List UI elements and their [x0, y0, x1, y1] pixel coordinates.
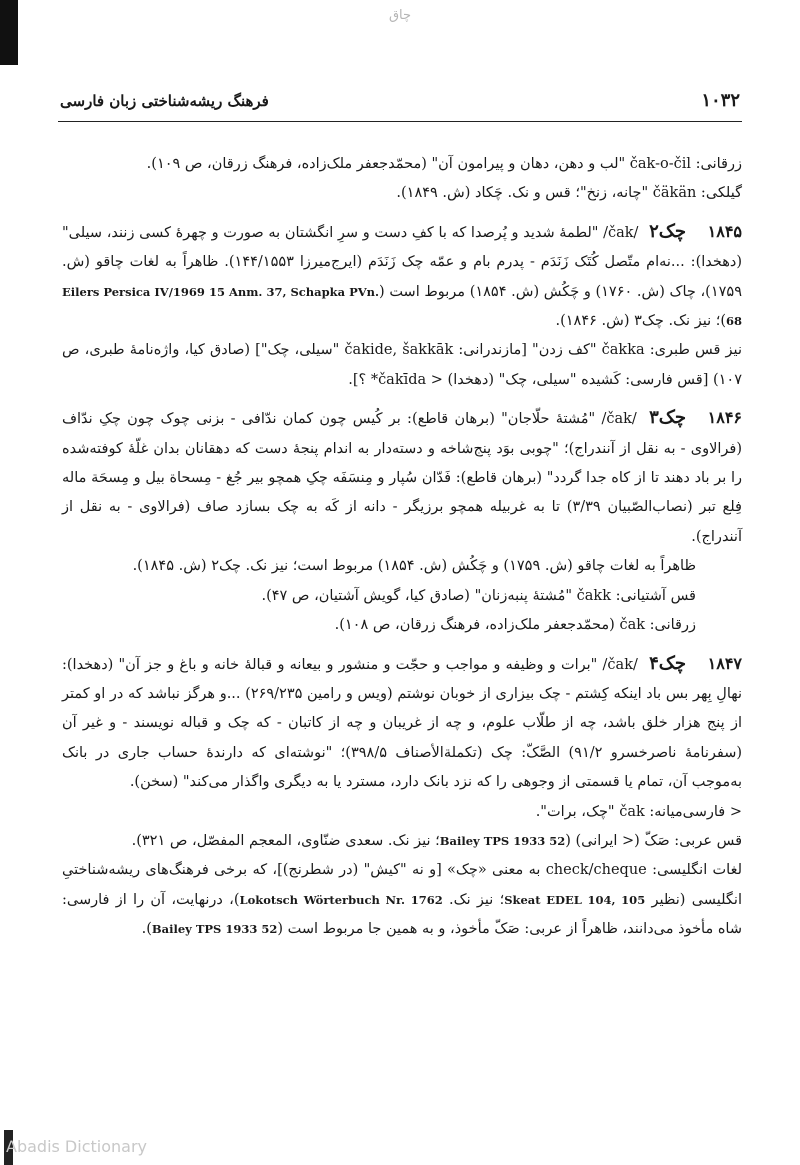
- entry-number: ۱۸۴۵: [707, 221, 742, 241]
- etymology-line: [62, 611, 742, 640]
- site-watermark: Abadis Dictionary: [6, 1137, 147, 1156]
- continuation-paragraph: [62, 150, 742, 209]
- definition-text: )؛ نیز نک. چک۳ (ش. ۱۸۴۶).: [555, 313, 726, 330]
- page-content: [62, 150, 742, 953]
- gloss-text: "لب و دهن، دهان و پیرامون آن" (محمّدجعفر ملک‌زاده، فرهنگ زرقان، ص ۱۰۹).: [146, 156, 630, 172]
- reference: Skeat EDEL 104, 105: [504, 892, 646, 907]
- definition-text: "لطمهٔ شدید و پُرصدا که با کفِ دست و سرِ انگشتان به صورت و چهرهٔ کسی زنند، سیلی" (دهخدا): ...نه‌ام متّصل کُتَک زَنَدَم - پدرم بام و عمّه چک زَنَدَم (ایرج‌میرزا ۱۴۴/۱۵۵۳). ظاهراً به لغات چاقو (ش. ۱۷۵۹)، چاک (ش. ۱۷۶۰) و چَکُش (ش. ۱۸۵۴) مربوط است (: [62, 224, 742, 300]
- reference: Bailey TPS 1933 52: [439, 833, 566, 848]
- note-text: به معنی «چک» [و نه "کیش" (در شطرنج)]، که برخی فرهنگ‌های ریشه‌شناختیِ انگلیسی (نظیر: [62, 862, 742, 908]
- headword: چک۴: [649, 652, 686, 674]
- note-text: قس عربی: صَکّ (< ایرانی) (: [565, 832, 742, 849]
- headword: چک۲: [649, 220, 686, 242]
- latin-form: čak: [619, 617, 646, 634]
- latin-form: čakka: [601, 342, 645, 359]
- latin-form: check/cheque: [545, 862, 647, 879]
- note-text: "چک، برات".: [535, 803, 620, 820]
- latin-form: čakk: [576, 587, 611, 604]
- entry-1846: [62, 403, 742, 640]
- entry-number: ۱۸۴۶: [707, 408, 742, 428]
- etymology-line: [62, 582, 742, 611]
- reference: Eilers Persica IV/1969 15 Anm. 37, Schapka PVn. 68: [62, 284, 742, 329]
- page-number: ۱۰۳۲: [701, 90, 740, 111]
- latin-form: čak: [619, 803, 645, 820]
- headword: چک۳: [649, 407, 686, 429]
- dialect-label: قس آشتیانی:: [611, 587, 696, 604]
- dialect-label: زرقانی:: [645, 617, 696, 634]
- note-text: ).: [141, 921, 152, 938]
- phonetic: /čak/: [597, 656, 644, 673]
- note-text: نیز قس طبری:: [644, 342, 742, 359]
- note-text: "سیلی، چک"] (صادق کیا، واژه‌نامهٔ طبری، ص ۱۰۷) [قس فارسی: کَشیده "سیلی، چک" (دهخدا) <: [62, 342, 742, 388]
- entry-1845: [62, 217, 742, 395]
- note-text: لغات انگلیسی:: [646, 862, 743, 879]
- phonetic: /čak/: [598, 224, 644, 241]
- note-text: (محمّدجعفر ملک‌زاده، فرهنگ زرقان، ص ۱۰۸).: [334, 617, 620, 634]
- note-text: )، درنهایت، آن را از فارسی: شاه مأخوذ می‌دانند، ظاهراً از عربی: صَکّ مأخوذ، و به همین جا مربوط است (: [62, 891, 742, 938]
- note-text: ؛ نیز نک. سعدی ضنّاوی، المعجم المفصّل، ص ۳۲۱).: [131, 832, 440, 849]
- note-text: < فارسی‌میانه:: [644, 803, 742, 820]
- note-text: ؟].: [348, 371, 371, 388]
- reference: Bailey TPS 1933 52: [151, 922, 278, 937]
- header-rule: [58, 121, 742, 122]
- gloss-text: "چانه، زنخ"؛ قس و نک. چَکاد (ش. ۱۸۴۹).: [396, 185, 653, 202]
- dialect-label: زرقانی:: [691, 156, 742, 172]
- note-text: ؛ نیز نک.: [442, 891, 505, 908]
- latin-form: čäkän: [652, 185, 697, 202]
- reference: Lokotsch Wörterbuch Nr. 1762: [239, 892, 443, 907]
- note-text: ظاهراً به لغات چاقو (ش. ۱۷۵۹) و چَکُش (ش. ۱۸۵۴) مربوط است؛ نیز نک. چک۲ (ش. ۱۸۴۵).: [132, 558, 696, 575]
- book-title: فرهنگ ریشه‌شناختی زبان فارسی: [60, 92, 269, 110]
- note-text: "مُشتهٔ پنبه‌زنان" (صادق کیا، گویش آشتیان، ص ۴۷).: [261, 587, 577, 604]
- top-lookup-word: چاق: [388, 8, 412, 23]
- definition-text: "برات و وظیفه و مواجب و حجّت و منشور و بیعانه و قبالهٔ خانه و باغ و جز آن" (دهخدا): نهالِ بِهر بس باد اینکه کِشتم - چک بیزاری از خوبان نوشتم (ویس و رامین ۲۶۹/۲۳۵) ...و هرگز نباشد که در او کمتر از پنج هزار خلق باشد، چه از طلّاب علوم، و چه از غریبان و چه از کاتبان - که چک و قباله نویسند - و غیر آن (سفرنامهٔ ناصرخسرو ۹۱/۲) الصَّکّ: چک (تکملة‌الأصناف ۳۹۸/۵)؛ "نوشته‌ای که دارندهٔ حساب جاری در بانک به‌موجب آن، تمام یا قسمتی از وجوهی را که نزد بانک دارد، مسترد یا به دیگری واگذار می‌کند" (سخن).: [62, 656, 743, 791]
- entry-number: ۱۸۴۷: [707, 653, 742, 673]
- dialect-label: گیلکی:: [696, 185, 742, 202]
- etymology-line: [62, 552, 742, 581]
- entry-1847: [62, 649, 742, 945]
- phonetic: /čak/: [595, 411, 644, 428]
- latin-form: čak-o-čil: [629, 156, 692, 172]
- latin-form: *čakīda: [370, 371, 427, 388]
- note-text: "کف زدن" [مازندرانی:: [453, 342, 602, 359]
- page-header: [60, 84, 740, 120]
- latin-form: čakide, šakkāk: [344, 342, 454, 359]
- definition-text: "مُشتهٔ حلّاجان" (برهان قاطع): بر کُیس چون کمان ندّافی - بزنی چوک چون چکِ ندّاف (فرالاوی - به نقل از آنندراج)؛ "چوبی بوَد پنج‌شاخه و دسته‌دار به اندام پنجهٔ دست که دهقانان بدان غلّهٔ کوفته‌شده را بر باد دهند تا از کاه جدا گردد" (برهان قاطع): فَدّان سُپار و مِنسَفَه چکِ همچو بیر جُغ - مِسحاة بیل و مِسحَة ماله فِلع تبر (نصاب‌الصّبیان ۳/۳۹) تا به غربیله همچو برزیگر - دانه از کَه به چک بسازد صاف (فرالاوی - به نقل از آنندراج).: [62, 411, 742, 545]
